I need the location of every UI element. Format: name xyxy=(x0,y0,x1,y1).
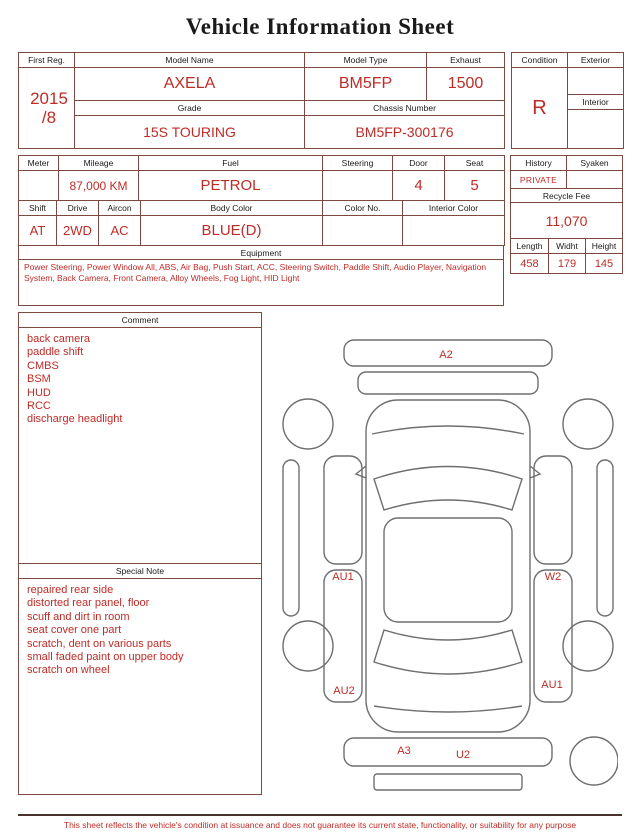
seat-value: 5 xyxy=(445,171,505,201)
history-table xyxy=(510,155,623,239)
steering-value xyxy=(323,171,393,201)
page-title: Vehicle Information Sheet xyxy=(185,14,455,39)
equipment-table xyxy=(18,245,504,306)
drive-label: Drive xyxy=(57,201,99,216)
comment-item: BSM xyxy=(27,373,51,386)
special-note-item: small faded paint on upper body xyxy=(27,651,184,664)
color-no-label: Color No. xyxy=(323,201,403,216)
damage-label-right-door: W2 xyxy=(544,571,562,583)
damage-label-rear-bumper-left: A3 xyxy=(397,745,411,757)
front-panel-shape xyxy=(358,372,538,394)
comment-box xyxy=(18,312,262,564)
left-rear-door-panel xyxy=(324,570,362,702)
interior-color-value xyxy=(403,216,505,246)
mileage-value: 87,000 KM xyxy=(59,171,139,201)
specs-row2 xyxy=(18,200,505,246)
special-note-box xyxy=(18,563,262,795)
special-note-item: seat cover one part xyxy=(27,624,122,637)
comment-item: paddle shift xyxy=(27,346,84,359)
model-type-label: Model Type xyxy=(305,53,427,68)
equipment-value: Power Steering, Power Window All, ABS, Air Bag, Push Start, ACC, Steering Switch, Paddle Shift, Audio Player, Navigation System, Back Camera, Front Camera, Alloy Wheels, Fog Light, HID Light xyxy=(19,260,504,306)
body-color-label: Body Color xyxy=(141,201,323,216)
condition-table xyxy=(511,52,624,149)
grade-label: Grade xyxy=(75,101,305,116)
first-reg-month: /8 xyxy=(41,108,57,127)
front-left-wheel xyxy=(283,399,333,449)
history-label: History xyxy=(511,156,567,171)
right-sill-panel xyxy=(597,460,613,616)
special-note-item: scratch on wheel xyxy=(27,664,110,677)
exhaust-value: 1500 xyxy=(427,68,505,101)
history-tables xyxy=(510,155,622,306)
body-outline xyxy=(366,400,530,732)
interior-value xyxy=(568,110,624,149)
rear-plate-shape xyxy=(374,774,522,790)
seat-label: Seat xyxy=(445,156,505,171)
left-sill-panel xyxy=(283,460,299,616)
comment-item: HUD xyxy=(27,386,51,399)
syaken-label: Syaken xyxy=(567,156,623,171)
special-note-item: distorted rear panel, floor xyxy=(27,597,150,610)
left-mirror-shape xyxy=(356,466,366,478)
height-value: 145 xyxy=(586,254,623,274)
height-label: Height xyxy=(586,239,623,254)
meter-label: Meter xyxy=(19,156,59,171)
recycle-fee-label: Recycle Fee xyxy=(511,189,623,203)
model-name-label: Model Name xyxy=(75,53,305,68)
special-note-header: Special Note xyxy=(19,564,261,579)
car-diagram xyxy=(262,312,622,799)
disclaimer-footer: This sheet reflects the vehicle's condition at issuance and does not guarantee its current state, functionality, or suitability for any purpose xyxy=(18,814,622,830)
car-diagram-svg xyxy=(278,314,618,799)
door-value: 4 xyxy=(393,171,445,201)
chassis-value: BM5FP-300176 xyxy=(305,116,505,149)
exhaust-label: Exhaust xyxy=(427,53,505,68)
fuel-value: PETROL xyxy=(139,171,323,201)
door-label: Door xyxy=(393,156,445,171)
comment-item: RCC xyxy=(27,400,51,413)
damage-label-rear-bumper-center: U2 xyxy=(455,749,471,761)
first-reg-value xyxy=(19,68,75,149)
width-value: 179 xyxy=(549,254,586,274)
history-value: PRIVATE xyxy=(511,171,567,189)
hood-line xyxy=(372,426,524,434)
aircon-value: AC xyxy=(99,216,141,246)
specs-tables xyxy=(18,155,504,306)
recycle-fee-value: 11,070 xyxy=(511,203,623,239)
comment-items xyxy=(19,328,261,432)
comment-item: back camera xyxy=(27,333,90,345)
spare-wheel xyxy=(570,737,618,785)
interior-label: Interior xyxy=(568,95,624,110)
damage-label-front-bumper: A2 xyxy=(439,349,453,361)
rear-window-shape xyxy=(374,630,522,674)
syaken-value xyxy=(567,171,623,189)
rear-right-wheel xyxy=(563,621,613,671)
rear-left-wheel xyxy=(283,621,333,671)
specs-section xyxy=(18,155,622,306)
notes-column xyxy=(18,312,262,799)
width-label: Widht xyxy=(549,239,586,254)
color-no-value xyxy=(323,216,403,246)
aircon-label: Aircon xyxy=(99,201,141,216)
equipment-label: Equipment xyxy=(19,246,504,260)
condition-label: Condition xyxy=(512,53,568,68)
body-color-value: BLUE(D) xyxy=(141,216,323,246)
length-value: 458 xyxy=(511,254,549,274)
damage-label-left-door: AU1 xyxy=(332,571,354,583)
length-label: Length xyxy=(511,239,549,254)
model-type-value: BM5FP xyxy=(305,68,427,101)
comment-item: discharge headlight xyxy=(27,413,123,426)
comment-item: CMBS xyxy=(27,359,59,372)
special-note-item: repaired rear side xyxy=(27,584,114,596)
windshield-shape xyxy=(374,467,522,511)
mileage-label: Mileage xyxy=(59,156,139,171)
damage-label-right-rear: AU1 xyxy=(541,679,563,691)
comment-header: Comment xyxy=(19,313,261,328)
rear-bumper-shape xyxy=(344,738,552,766)
shift-label: Shift xyxy=(19,201,57,216)
roof-shape xyxy=(384,518,512,622)
dimensions-table xyxy=(510,238,623,274)
first-reg-label: First Reg. xyxy=(19,53,75,68)
specs-row1 xyxy=(18,155,505,201)
fuel-label: Fuel xyxy=(139,156,323,171)
trunk-line xyxy=(374,706,522,712)
registration-section xyxy=(18,52,622,149)
meter-value xyxy=(19,171,59,201)
special-note-item: scratch, dent on various parts xyxy=(27,637,172,650)
interior-color-label: Interior Color xyxy=(403,201,505,216)
first-reg-year: 2015 xyxy=(30,88,68,108)
grade-value: 15S TOURING xyxy=(75,116,305,149)
model-name-value: AXELA xyxy=(75,68,305,101)
special-note-items xyxy=(19,579,261,683)
chassis-label: Chassis Number xyxy=(305,101,505,116)
damage-label-left-rear-door: AU2 xyxy=(333,685,355,697)
right-mirror-shape xyxy=(530,466,540,478)
exterior-label: Exterior xyxy=(568,53,624,68)
shift-value: AT xyxy=(19,216,57,246)
main-area xyxy=(18,312,622,799)
left-front-door-panel xyxy=(324,456,362,564)
drive-value: 2WD xyxy=(57,216,99,246)
condition-value: R xyxy=(512,68,568,149)
registration-table xyxy=(18,52,505,149)
right-front-door-panel xyxy=(534,456,572,564)
exterior-value xyxy=(568,68,624,95)
front-right-wheel xyxy=(563,399,613,449)
special-note-item: scuff and dirt in room xyxy=(27,610,130,623)
steering-label: Steering xyxy=(323,156,393,171)
